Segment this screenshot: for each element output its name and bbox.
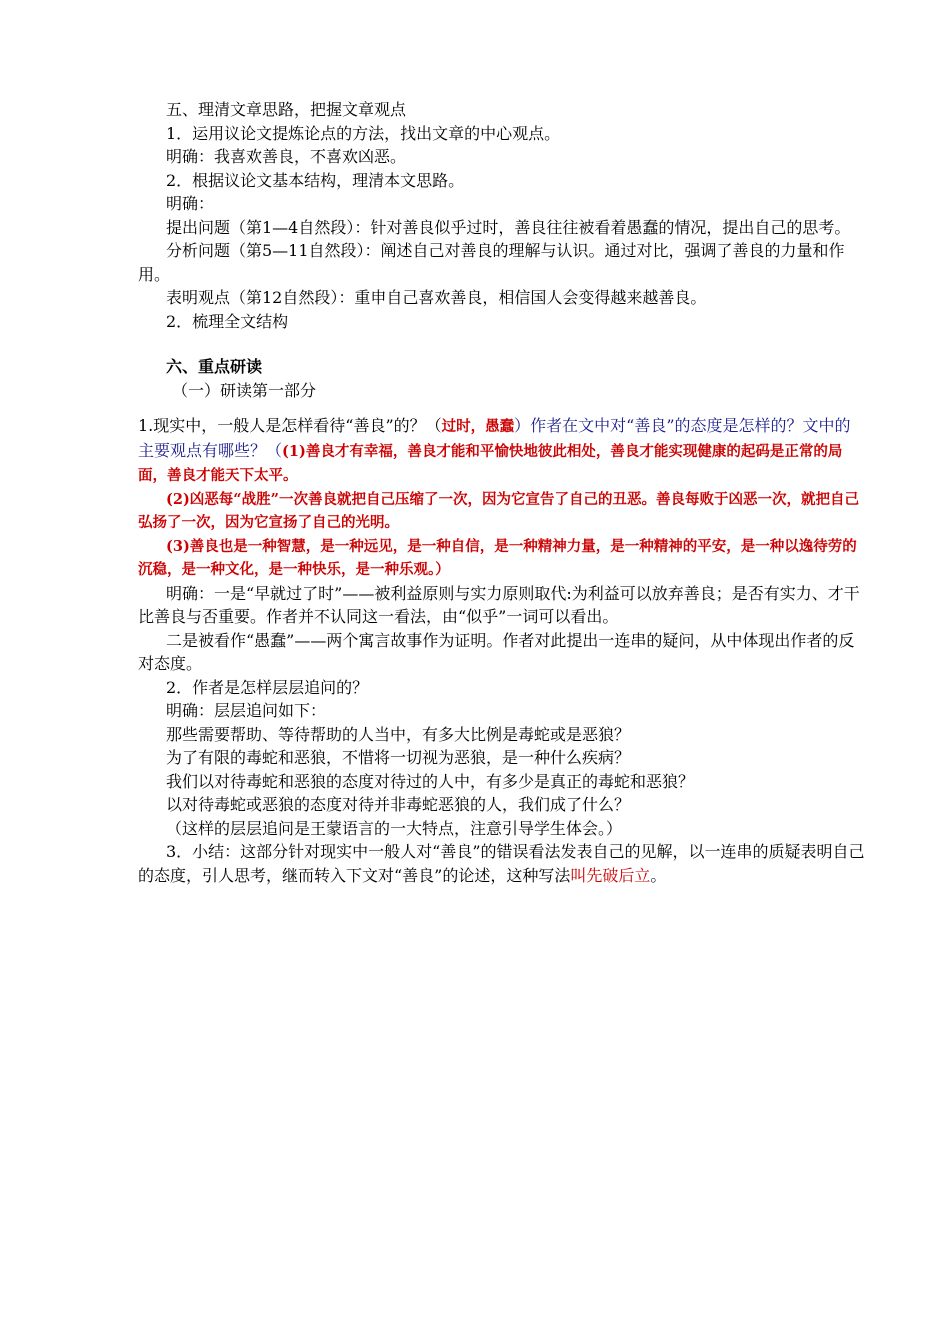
summary-end: 。: [650, 865, 667, 885]
outline-part-2: 分析问题（第5—11自然段）：阐述自己对善良的理解与认识。通过对比，强调了善良的力量和作用。: [138, 241, 845, 284]
answer-2-label: 明确：: [166, 194, 215, 213]
question-3: 2．梳理全文结构: [166, 311, 289, 331]
follow-up-question-4: 以对待毒蛇或恶狼的态度对待并非毒蛇恶狼的人，我们成了什么？: [166, 795, 631, 814]
research-question-1: [138, 414, 866, 488]
viewpoint-2: (2)凶恶每“战胜”一次善良就把自己压缩了一次，因为它宣告了自己的丑恶。善良每败于凶恶一次，就把自己弘扬了一次，因为它宣扬了自己的光明。: [138, 490, 859, 531]
research-question-2: 2．作者是怎样层层追问的？: [166, 677, 369, 697]
answer-question-2: 明确：层层追问如下：: [166, 701, 327, 720]
rq1-text-a: 1.现实中，一般人是怎样看待“善良”的？（: [138, 416, 442, 435]
question-1: 1．运用议论文提炼论点的方法，找出文章的中心观点。: [166, 123, 561, 143]
summary-text: 3．小结：这部分针对现实中一般人对“善良”的错误看法发表自己的见解，以一连串的质疑表明自己的态度，引人思考，继而转入下文对“善良”的论述，这种写法: [138, 842, 865, 885]
follow-up-question-3: 我们以对待毒蛇和恶狼的态度对待过的人中，有多少是真正的毒蛇和恶狼？: [166, 771, 695, 791]
follow-up-question-1: 那些需要帮助、等待帮助的人当中，有多大比例是毒蛇或是恶狼？: [166, 724, 631, 744]
outline-part-1: 提出问题（第1—4自然段）：针对善良似乎过时，善良往往被看着愚蠢的情况，提出自己的思考。: [166, 217, 851, 237]
viewpoint-1: (1)善良才有幸福，善良才能和平愉快地彼此相处，善良才能实现健康的起码是正常的局面，善良才能天下太平。: [138, 442, 843, 484]
clarify-2: 二是被看作“愚蠢”——两个寓言故事作为证明。作者对此提出一连串的疑问，从中体现出作者的反对态度。: [138, 630, 855, 673]
viewpoint-3-para: [138, 535, 866, 582]
rq1-answer-highlight: 过时，愚蠢: [441, 418, 515, 435]
clarify-1: 明确：一是“早就过了时”——被利益原则与实力原则取代:为利益可以放弃善良；是否有实力、才干比善良与否重要。作者并不认同这一看法，由“似乎”一词可以看出。: [138, 583, 860, 626]
summary: [138, 840, 866, 887]
section-6-heading: 六、重点研读: [166, 357, 263, 376]
section-5-heading: 五、理清文章思路，把握文章观点: [166, 100, 407, 119]
answer-1: 明确：我喜欢善良，不喜欢凶恶。: [166, 147, 407, 166]
viewpoint-3: (3)善良也是一种智慧，是一种远见，是一种自信，是一种精神力量，是一种精神的平安，是一种以逸待劳的沉稳，是一种文化，是一种快乐，是一种乐观。: [138, 537, 857, 578]
outline-part-3: 表明观点（第12自然段）：重申自己喜欢善良，相信国人会变得越来越善良。: [166, 288, 707, 307]
summary-highlight: 叫先破后立: [570, 865, 651, 885]
viewpoint-3-close: ）: [435, 561, 450, 578]
section-6-subheading: （一）研读第一部分: [172, 380, 317, 400]
follow-up-question-2: 为了有限的毒蛇和恶狼，不惜将一切视为恶狼，是一种什么疾病？: [166, 748, 631, 767]
rq1-text-b: ）作者在文中对“善良”的态度是怎样的？文中的主要观点有哪些？（: [138, 416, 851, 460]
document-page: [138, 98, 866, 887]
teaching-note: （这样的层层追问是王蒙语言的一大特点，注意引导学生体会。）: [166, 818, 623, 838]
question-2: 2．根据议论文基本结构，理清本文思路。: [166, 170, 465, 190]
